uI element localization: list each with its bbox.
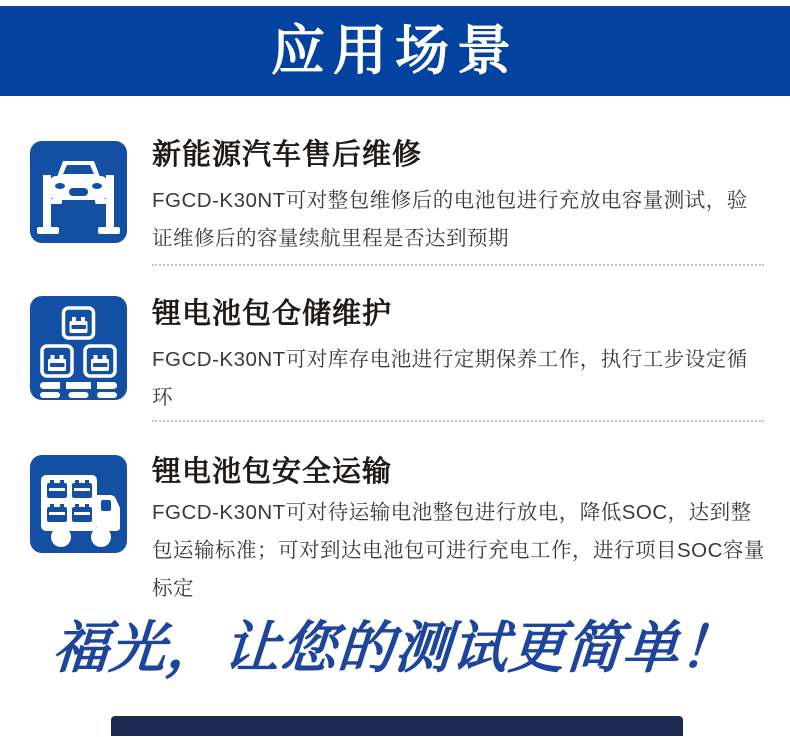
battery-storage-icon bbox=[30, 296, 127, 400]
page-title: 应用场景 bbox=[271, 21, 519, 81]
battery-truck-icon bbox=[30, 455, 127, 553]
section-body-safe-transport: FGCD-K30NT可对待运输电池整包进行放电，降低SOC，达到整包运输标准；可对到达电池包可进行充电工作，进行项目SOC容量标定 bbox=[152, 501, 765, 600]
section-title-safe-transport: 锂电池包安全运输 bbox=[152, 456, 393, 488]
dotted-divider bbox=[152, 264, 764, 266]
section-title-vehicle-maintenance: 新能源汽车售后维修 bbox=[152, 139, 423, 171]
brand-slogan bbox=[0, 594, 790, 694]
section-body-warehouse-maintenance: FGCD-K30NT可对库存电池进行定期保养工作，执行工步设定循环 bbox=[152, 348, 748, 409]
car-on-lift-icon bbox=[30, 141, 127, 243]
brand-slogan-text: 福光，让您的测试更简单！ bbox=[50, 615, 740, 681]
section-body-vehicle-maintenance: FGCD-K30NT可对整包维修后的电池包进行充放电容量测试，验证维修后的容量续航里程是否达到预期 bbox=[152, 189, 748, 250]
section-title-warehouse-maintenance: 锂电池包仓储维护 bbox=[152, 298, 393, 330]
next-section-edge-bar bbox=[111, 716, 683, 736]
header-banner bbox=[0, 6, 790, 96]
dotted-divider bbox=[152, 420, 764, 422]
